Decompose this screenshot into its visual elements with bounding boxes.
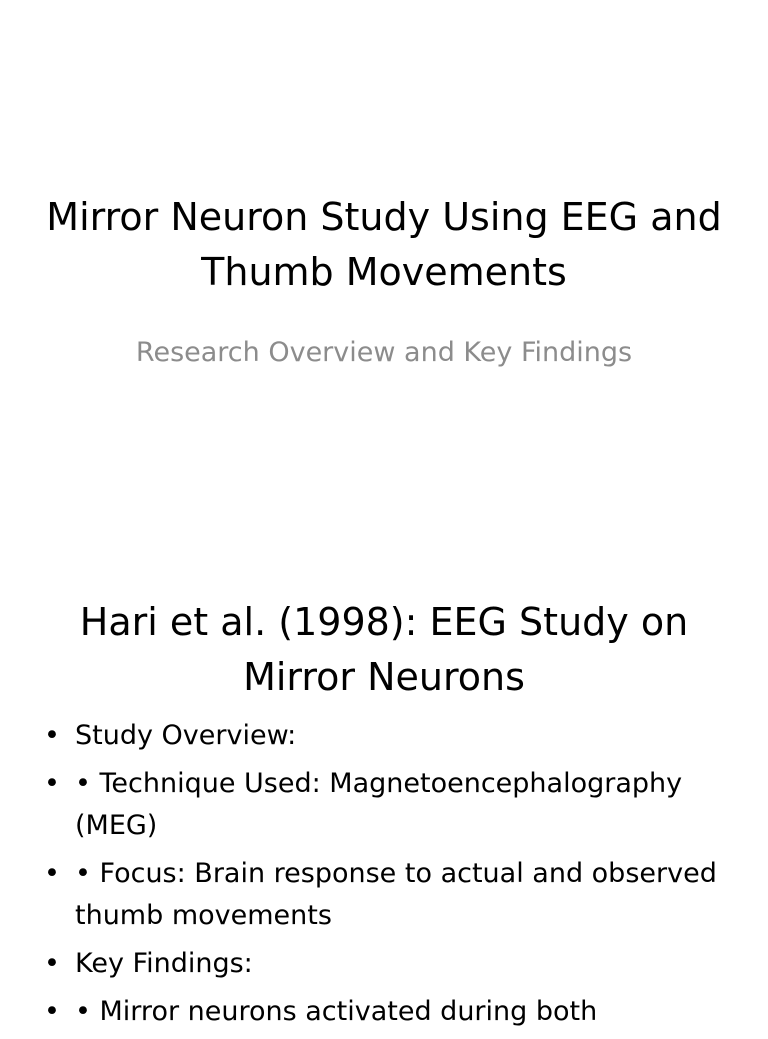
bullet-icon: • [44, 996, 60, 1027]
slide-subtitle: Research Overview and Key Findings [135, 337, 633, 368]
list-item [40, 991, 720, 1033]
bullet-text: • Mirror neurons activated during both [75, 996, 598, 1027]
bullet-text: • Focus: Brain response to actual and observed thumb movements [75, 858, 717, 931]
bullet-icon: • [44, 858, 60, 889]
bullet-text: • Technique Used: Magnetoencephalography (MEG) [75, 768, 683, 841]
slide-content [0, 555, 768, 1027]
list-item [40, 853, 720, 937]
bullet-icon: • [44, 768, 60, 799]
list-item [40, 763, 720, 847]
list-item [40, 943, 720, 985]
bullet-list [40, 715, 720, 1039]
bullet-text: Key Findings: [75, 948, 253, 979]
slide-content-heading: Hari et al. (1998): EEG Study on Mirror Neurons [79, 600, 689, 699]
bullet-icon: • [44, 948, 60, 979]
bullet-text: Study Overview: [75, 720, 297, 751]
bullet-icon: • [44, 720, 60, 751]
slide-title-heading: Mirror Neuron Study Using EEG and Thumb Movements [46, 195, 722, 294]
list-item [40, 715, 720, 757]
